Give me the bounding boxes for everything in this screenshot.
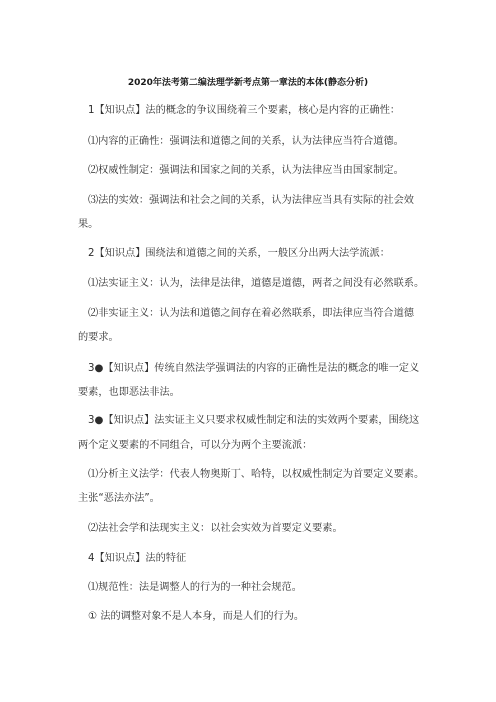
paragraph-line: 要素，也即恶法非法。: [78, 387, 180, 398]
paragraph-line: ⑴规范性：法是调整人的行为的一种社会规范。: [88, 582, 302, 593]
paragraph-line: 3●【知识点】法实证主义只要求权威性制定和法的实效两个要素，围绕这: [88, 415, 420, 426]
paragraph-line: 3●【知识点】传统自然法学强调法的内容的正确性是法的概念的唯一定义: [88, 363, 420, 374]
paragraph-line: 4【知识点】法的特征: [88, 553, 187, 564]
paragraph-line: ⑴分析主义法学：代表人物奥斯丁、哈特，以权威性制定为首要定义要素。: [88, 469, 425, 480]
paragraph-line: ① 法的调整对象不是人本身，而是人们的行为。: [88, 611, 305, 622]
paragraph-line: ⑵法社会学和法现实主义：以社会实效为首要定义要素。: [88, 523, 343, 534]
paragraph-line: ⑵权威性制定：强调法和国家之间的关系，认为法律应当由国家制定。: [88, 165, 404, 176]
paragraph-line: 1【知识点】法的概念的争议围绕着三个要素，核心是内容的正确性：: [88, 105, 401, 116]
paragraph-line: 的要求。: [78, 332, 119, 343]
paragraph-line: 主张“恶法亦法”。: [78, 493, 160, 504]
paragraph-line: 两个定义要素的不同组合，可以分为两个主要流派：: [78, 440, 313, 451]
document-title: 2020年法考第二编法理学新考点第一章法的本体(静态分析): [127, 78, 369, 88]
paragraph-line: ⑴法实证主义：认为，法律是法律，道德是道德，两者之间没有必然联系。: [88, 278, 425, 289]
paragraph-line: ⑴内容的正确性：强调法和道德之间的关系，认为法律应当符合道德。: [88, 136, 404, 147]
paragraph-line: ⑶法的实效：强调法和社会之间的关系，认为法律应当具有实际的社会效: [88, 195, 414, 206]
paragraph-line: 2【知识点】围绕法和道德之间的关系，一般区分出两大法学流派：: [88, 248, 390, 259]
paragraph-line: ⑵非实证主义：认为法和道德之间存在着必然联系，即法律应当符合道德: [88, 308, 414, 319]
paragraph-line: 果。: [78, 219, 99, 230]
